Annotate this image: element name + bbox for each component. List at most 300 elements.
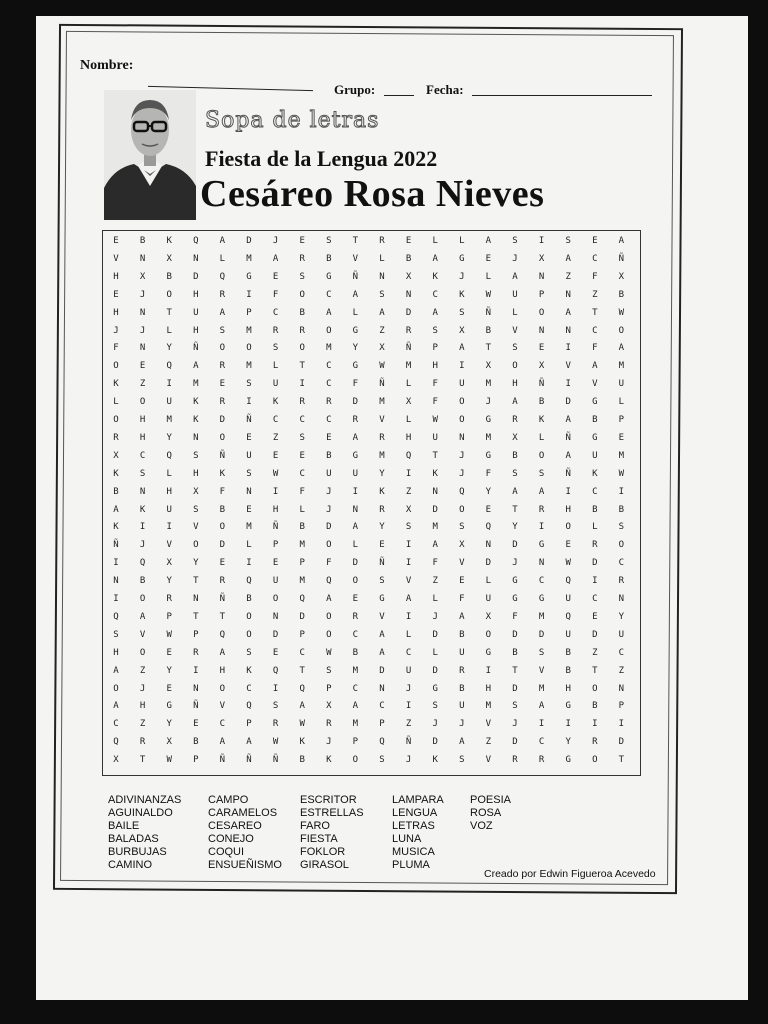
grid-letter: S <box>193 450 199 461</box>
grid-letter: R <box>592 737 598 748</box>
word-list-item: ENSUEÑISMO <box>208 859 282 871</box>
grid-letter: T <box>592 307 598 318</box>
grid-letter: U <box>405 665 412 676</box>
grid-letter: B <box>299 307 305 318</box>
grid-letter: R <box>618 576 625 587</box>
grid-letter: M <box>485 432 492 443</box>
grid-letter: N <box>405 289 412 300</box>
grid-letter: N <box>193 253 199 264</box>
grid-letter: Z <box>405 486 412 497</box>
grid-letter: O <box>193 540 199 551</box>
grid-letter: P <box>193 629 199 640</box>
grid-letter: Z <box>485 737 492 748</box>
grid-letter: V <box>485 755 492 766</box>
grid-letter: E <box>459 576 465 587</box>
grid-letter: N <box>193 432 199 443</box>
grid-letter: M <box>352 719 359 730</box>
grid-letter: A <box>139 611 146 622</box>
grid-letter: O <box>113 683 119 694</box>
grid-letter: C <box>432 289 438 300</box>
grid-letter: S <box>272 343 279 354</box>
grid-letter: J <box>459 450 465 461</box>
grid-letter: Q <box>166 361 172 372</box>
grid-letter: S <box>299 432 305 443</box>
grid-letter: M <box>326 343 332 354</box>
grid-letter: B <box>299 522 305 533</box>
grid-letter: R <box>166 594 172 604</box>
grid-letter: B <box>166 271 172 282</box>
grid-letter: X <box>379 343 385 354</box>
grid-letter: I <box>299 379 305 390</box>
grid-letter: Y <box>166 432 172 443</box>
grid-letter: Z <box>565 271 571 282</box>
grid-letter: S <box>379 289 385 300</box>
grupo-line <box>384 95 414 96</box>
grid-letter: L <box>459 236 465 246</box>
grid-letter: N <box>193 594 199 604</box>
grid-letter: I <box>166 379 172 390</box>
grid-letter: B <box>326 253 332 264</box>
grid-letter: H <box>193 325 199 336</box>
grid-letter: R <box>352 415 359 425</box>
grid-letter: R <box>219 576 226 587</box>
grid-letter: D <box>219 415 226 425</box>
grid-letter: A <box>538 486 545 497</box>
grid-letter: H <box>139 415 146 425</box>
word-list-item: CAMINO <box>108 859 152 871</box>
grid-letter: A <box>246 737 252 748</box>
grid-letter: O <box>326 325 332 336</box>
grid-letter: I <box>565 486 571 497</box>
grid-letter: T <box>299 361 305 372</box>
grid-letter: O <box>459 504 465 515</box>
grid-letter: Q <box>113 611 119 622</box>
word-list-item: COQUI <box>208 846 245 858</box>
grid-letter: V <box>113 253 119 264</box>
grid-letter: S <box>326 665 332 676</box>
grid-letter: B <box>618 504 625 515</box>
grid-letter: B <box>592 415 598 425</box>
word-list-item: ROSA <box>470 807 502 819</box>
grid-letter: A <box>618 236 625 246</box>
grid-letter: R <box>219 397 226 408</box>
grid-letter: O <box>618 540 625 551</box>
grid-letter: Q <box>219 271 226 282</box>
grid-letter: D <box>352 558 359 569</box>
grid-letter: N <box>432 486 438 497</box>
grid-letter: Ñ <box>538 379 545 390</box>
grid-letter: T <box>512 504 518 515</box>
grid-letter: P <box>618 701 625 712</box>
grid-letter: E <box>219 379 226 390</box>
grid-letter: D <box>193 271 199 282</box>
grid-letter: H <box>272 504 279 515</box>
grid-letter: T <box>432 450 438 461</box>
nombre-label: Nombre: <box>80 58 134 73</box>
grid-letter: Ñ <box>193 343 199 354</box>
grid-letter: O <box>219 522 226 533</box>
grid-letter: A <box>512 271 518 282</box>
grid-letter: V <box>193 522 199 533</box>
grid-letter: U <box>432 432 438 443</box>
grid-letter: I <box>592 576 598 587</box>
grid-letter: B <box>592 504 598 515</box>
grid-letter: R <box>326 719 332 730</box>
grid-letter: P <box>299 629 305 640</box>
grid-letter: G <box>485 415 492 425</box>
grid-letter: E <box>485 504 492 515</box>
grid-letter: T <box>352 236 359 246</box>
grid-letter: K <box>113 522 119 533</box>
grid-letter: T <box>166 307 172 318</box>
grid-letter: I <box>592 719 598 730</box>
word-list-item: FARO <box>300 820 330 832</box>
grid-letter: G <box>352 450 359 461</box>
grid-letter: L <box>432 594 438 604</box>
grid-letter: A <box>618 343 625 354</box>
grid-letter: B <box>246 594 252 604</box>
grid-letter: S <box>432 325 438 336</box>
grid-letter: R <box>219 289 226 300</box>
grid-letter: U <box>618 379 625 390</box>
grid-letter: T <box>193 611 199 622</box>
word-list-item: BURBUJAS <box>108 846 167 858</box>
grid-letter: I <box>405 558 412 569</box>
grid-letter: V <box>219 701 226 712</box>
grid-letter: Z <box>592 647 598 658</box>
grid-letter: H <box>193 468 199 479</box>
grid-letter: V <box>166 540 172 551</box>
grid-letter: N <box>272 611 279 622</box>
grid-letter: I <box>565 379 571 390</box>
grid-letter: A <box>299 701 305 712</box>
grid-letter: H <box>219 665 226 676</box>
grid-letter: M <box>299 576 305 587</box>
grid-letter: P <box>618 415 625 425</box>
grid-letter: Z <box>139 719 146 730</box>
grid-letter: X <box>166 253 172 264</box>
grid-letter: V <box>459 558 465 569</box>
grid-letter: P <box>352 737 359 748</box>
grid-letter: S <box>139 468 146 479</box>
grid-letter: L <box>166 325 172 336</box>
grid-letter: K <box>272 397 279 408</box>
grid-letter: E <box>272 647 279 658</box>
grid-letter: L <box>485 271 492 282</box>
grid-letter: N <box>618 594 625 604</box>
grid-letter: S <box>565 236 571 246</box>
grid-letter: Q <box>485 522 492 533</box>
grid-letter: O <box>459 397 465 408</box>
grid-letter: Ñ <box>618 253 625 264</box>
grid-letter: L <box>405 415 412 425</box>
grid-letter: T <box>299 665 305 676</box>
grid-letter: W <box>166 629 172 640</box>
grid-letter: O <box>326 540 332 551</box>
grid-letter: X <box>538 361 545 372</box>
grid-letter: E <box>272 271 279 282</box>
grid-letter: F <box>459 594 465 604</box>
grid-letter: U <box>272 576 279 587</box>
grid-letter: G <box>565 755 571 766</box>
grid-letter: K <box>432 271 438 282</box>
word-list-col-4 <box>392 794 444 872</box>
grid-letter: Q <box>193 236 199 246</box>
grid-letter: A <box>432 253 438 264</box>
grid-letter: Ñ <box>405 343 412 354</box>
grid-letter: D <box>272 629 279 640</box>
grupo-label: Grupo: <box>334 82 376 97</box>
grid-letter: N <box>538 271 545 282</box>
grid-letter: Z <box>405 719 412 730</box>
grid-letter: A <box>219 737 226 748</box>
grid-letter: F <box>272 289 279 300</box>
grid-letter: S <box>299 271 305 282</box>
grid-letter: E <box>219 558 226 569</box>
grid-letter: G <box>538 594 545 604</box>
grid-letter: X <box>113 450 119 461</box>
grid-letter: D <box>219 540 226 551</box>
grid-letter: G <box>326 271 332 282</box>
word-list-col-1 <box>108 794 181 872</box>
grid-letter: J <box>326 504 332 515</box>
grid-letter: S <box>379 576 385 587</box>
grid-letter: I <box>246 397 252 408</box>
grid-letter: U <box>565 629 571 640</box>
grid-letter: O <box>352 755 359 766</box>
grid-letter: R <box>538 755 545 766</box>
word-list-item: GIRASOL <box>300 859 349 871</box>
grid-letter: N <box>352 504 359 515</box>
grid-letter: B <box>326 450 332 461</box>
grid-letter: J <box>432 611 438 622</box>
grid-letter: S <box>246 468 252 479</box>
grid-letter: J <box>326 486 332 497</box>
grid-letter: T <box>618 755 625 766</box>
grid-letter: L <box>538 432 545 443</box>
grid-letter: W <box>618 468 625 479</box>
grid-letter: R <box>512 415 518 425</box>
grid-letter: C <box>113 719 119 730</box>
grid-letter: I <box>246 558 252 569</box>
grid-letter: H <box>113 647 119 658</box>
grid-letter: W <box>379 361 385 372</box>
grid-letter: B <box>459 683 465 694</box>
grid-letter: Y <box>379 522 385 533</box>
grid-letter: D <box>592 558 598 569</box>
grid-letter: N <box>246 486 252 497</box>
grid-letter: R <box>352 611 359 622</box>
grid-letter: O <box>246 629 252 640</box>
grid-letter: U <box>246 450 252 461</box>
grid-letter: N <box>139 343 146 354</box>
grid-letter: S <box>512 343 518 354</box>
grid-letter: O <box>326 629 332 640</box>
grid-letter: C <box>299 468 305 479</box>
grid-letter: N <box>139 307 146 318</box>
grid-letter: G <box>485 647 492 658</box>
grid-letter: A <box>193 361 199 372</box>
grid-letter: A <box>565 450 571 461</box>
grid-letter: I <box>485 665 492 676</box>
grid-letter: S <box>219 325 226 336</box>
grid-letter: E <box>538 343 545 354</box>
grid-letter: G <box>246 271 252 282</box>
grid-letter: H <box>166 486 172 497</box>
grid-letter: N <box>379 683 385 694</box>
grid-letter: D <box>352 397 359 408</box>
word-list-item: CONEJO <box>208 833 254 845</box>
grid-letter: X <box>459 540 465 551</box>
word-list-item: LENGUA <box>392 807 438 819</box>
grid-letter: J <box>326 737 332 748</box>
grid-letter: O <box>326 611 332 622</box>
grid-letter: C <box>299 415 305 425</box>
grid-letter: D <box>485 558 492 569</box>
grid-letter: B <box>592 701 598 712</box>
grid-letter: E <box>592 611 598 622</box>
grid-letter: C <box>592 253 598 264</box>
grid-letter: E <box>405 236 412 246</box>
grid-letter: D <box>432 504 438 515</box>
grid-letter: C <box>272 415 279 425</box>
grid-letter: F <box>592 271 598 282</box>
subtitle-sopa-de-letras: Sopa de letras <box>205 108 380 133</box>
word-list-item: CESAREO <box>208 820 262 832</box>
grid-letter: S <box>246 379 252 390</box>
word-search-grid <box>102 230 641 776</box>
grid-letter: H <box>565 504 571 515</box>
grid-letter: X <box>326 701 332 712</box>
grid-letter: F <box>432 379 438 390</box>
grid-letter: L <box>512 307 518 318</box>
grid-letter: I <box>538 236 545 246</box>
grid-letter: V <box>405 576 412 587</box>
grid-letter: E <box>485 253 492 264</box>
grid-letter: U <box>459 647 465 658</box>
word-list-col-2 <box>208 794 282 872</box>
grid-letter: H <box>512 379 518 390</box>
grid-letter: D <box>512 629 518 640</box>
grid-letter: F <box>299 486 305 497</box>
grid-letter: S <box>512 701 518 712</box>
grid-letter: M <box>432 522 438 533</box>
grid-letter: W <box>565 558 571 569</box>
grid-letter: W <box>272 737 279 748</box>
grid-letter: E <box>166 683 172 694</box>
grid-letter: M <box>246 361 252 372</box>
grid-letter: G <box>352 325 359 336</box>
grid-letter: C <box>592 486 598 497</box>
grid-letter: O <box>512 361 518 372</box>
grid-letter: R <box>193 647 199 658</box>
grid-letter: F <box>326 558 332 569</box>
word-list-col-5 <box>470 794 511 833</box>
grid-letter: A <box>379 307 385 318</box>
grid-letter: J <box>139 540 146 551</box>
grid-letter: L <box>592 522 598 533</box>
grid-letter: S <box>405 522 412 533</box>
grid-letter: D <box>512 737 518 748</box>
grid-letter: I <box>405 701 412 712</box>
grid-letter: S <box>459 522 465 533</box>
grid-letter: B <box>352 647 359 658</box>
grid-letter: Y <box>565 737 571 748</box>
grid-letter: I <box>246 289 252 300</box>
grid-letter: D <box>299 611 305 622</box>
word-list-item: LAMPARA <box>392 794 444 806</box>
grid-letter: C <box>246 683 252 694</box>
grid-letter: B <box>485 325 492 336</box>
grid-letter: H <box>113 271 119 282</box>
grid-letter: E <box>618 432 625 443</box>
grid-letter: O <box>166 289 172 300</box>
grid-letter: L <box>405 379 412 390</box>
grid-letter: B <box>139 576 146 587</box>
grid-letter: C <box>326 379 332 390</box>
grid-letter: J <box>459 468 465 479</box>
grid-letter: K <box>193 397 199 408</box>
grid-letter: Q <box>565 611 571 622</box>
grid-letter: K <box>299 737 305 748</box>
grid-letter: A <box>379 629 385 640</box>
grid-letter: A <box>219 647 226 658</box>
grid-letter: D <box>538 629 545 640</box>
grid-letter: C <box>618 558 625 569</box>
grid-letter: P <box>272 540 279 551</box>
grid-letter: N <box>113 576 119 587</box>
grid-letter: V <box>512 325 518 336</box>
grid-letter: O <box>485 629 492 640</box>
grid-letter: G <box>565 701 571 712</box>
grid-letter: U <box>459 701 465 712</box>
grid-letter: A <box>272 253 279 264</box>
grid-letter: S <box>538 468 545 479</box>
grid-letter: B <box>618 289 625 300</box>
grid-letter: M <box>485 379 492 390</box>
grid-letter: Q <box>139 558 146 569</box>
grid-letter: N <box>618 683 625 694</box>
grid-letter: V <box>592 379 598 390</box>
grid-letter: Ñ <box>113 540 119 551</box>
grid-letter: Q <box>219 629 226 640</box>
grid-letter: M <box>246 253 252 264</box>
grid-letter: E <box>272 558 279 569</box>
grid-letter: A <box>113 701 119 712</box>
grid-letter: I <box>166 522 172 533</box>
grid-letter: C <box>352 683 359 694</box>
grid-letter: Q <box>405 450 412 461</box>
grid-letter: S <box>459 307 465 318</box>
grid-letter: B <box>139 236 146 246</box>
grid-letter: H <box>485 683 492 694</box>
grid-letter: A <box>592 361 598 372</box>
grid-letter: A <box>326 307 332 318</box>
grid-letter: B <box>565 647 571 658</box>
grid-letter: E <box>246 432 252 443</box>
grid-letter: P <box>326 683 332 694</box>
grid-letter: B <box>299 755 305 766</box>
grid-letter: Y <box>618 611 625 622</box>
grid-letter: M <box>538 683 545 694</box>
grid-letter: H <box>405 432 412 443</box>
grid-letter: U <box>272 379 279 390</box>
grid-letter: I <box>272 683 279 694</box>
grid-letter: U <box>166 504 172 515</box>
word-list-item: LETRAS <box>392 820 435 832</box>
grid-letter: Y <box>166 343 172 354</box>
grid-letter: A <box>432 307 438 318</box>
